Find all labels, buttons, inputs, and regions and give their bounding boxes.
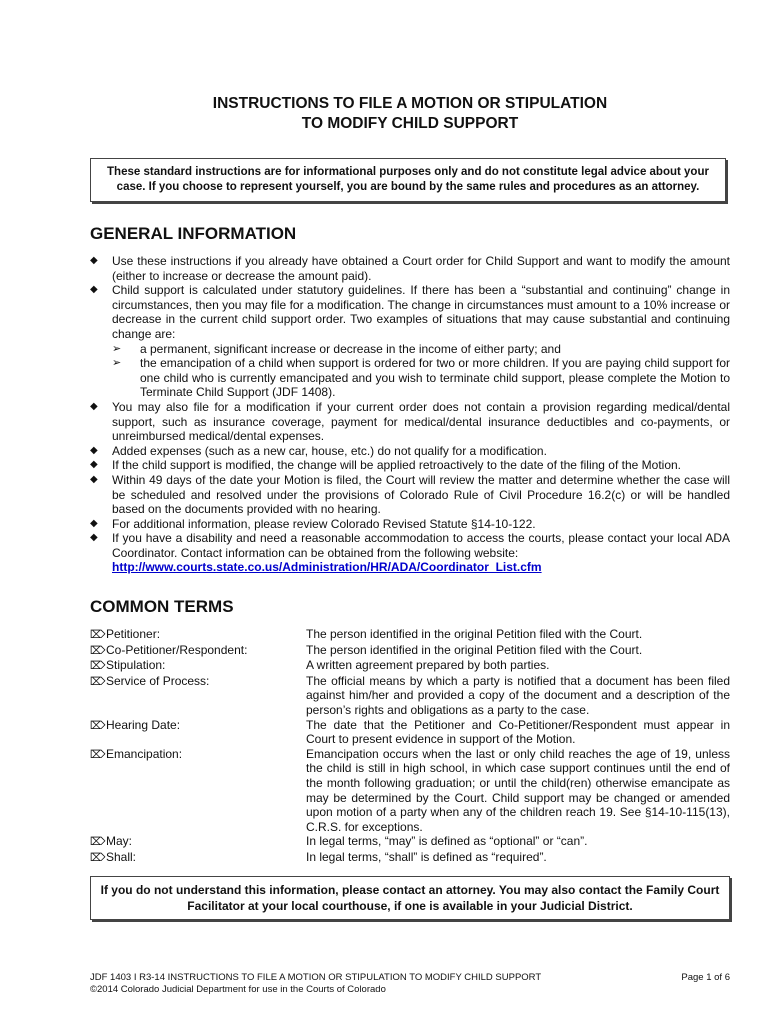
list-item: ◆ Child support is calculated under statutory guidelines. If there has been a “substantial and continuing” change in circumstances, then you may file for a modification. The change in circumstances must amount to a 10% increase or decrease in the current child support order. Two examples of situations that may cause substantial and continuing change are: ➢ a permanent, significant increase or decrease in the income of either party; and ➢ the emancipation of a child when support is ordered for two or more children. If you are paying child support for one child who is currently emancipated and you wish to terminate child support, please complete the Motion to Terminate Child Support (JDF 1408). <box>90 283 730 400</box>
diamond-bullet-icon: ◆ <box>90 459 98 471</box>
checkbox-arrow-icon: ⌦ <box>90 660 106 673</box>
term-definition: The official means by which a party is notified that a document has been filed against him/her and provided a copy of the document and a description of the person’s rights and obligations as a party to the case. <box>306 673 730 718</box>
term-name: ⌦Petitioner: <box>90 627 161 642</box>
checkbox-arrow-icon: ⌦ <box>90 836 106 849</box>
general-information-heading: GENERAL INFORMATION <box>90 224 297 243</box>
general-information-list <box>90 254 730 575</box>
list-item: ◆ For additional information, please review Colorado Revised Statute §14-10-122. <box>90 516 536 531</box>
attorney-contact-notice: If you do not understand this information, please contact an attorney. You may also contact the Family Court Facilitator at your local courthouse, if one is available in your Judicial District. <box>90 876 730 920</box>
common-terms-heading: COMMON TERMS <box>90 597 234 617</box>
checkbox-arrow-icon: ⌦ <box>90 851 106 864</box>
checkbox-arrow-icon: ⌦ <box>90 748 106 761</box>
title-line-2: TO MODIFY CHILD SUPPORT <box>301 115 519 132</box>
list-item: ◆ If you have a disability and need a reasonable accommodation to access the courts, please contact your local ADA Coordinator. Contact information can be obtained from the following website: http://www.courts.state.co.us/Administration/HR/ADA/Coordinator_List.cfm <box>90 531 730 575</box>
term-row <box>90 643 730 659</box>
list-item: ◆ Added expenses (such as a new car, house, etc.) do not qualify for a modification. <box>90 443 547 458</box>
diamond-bullet-icon: ◆ <box>90 517 98 529</box>
term-name: ⌦Emancipation: <box>90 746 183 761</box>
page-footer <box>90 972 730 996</box>
term-definition: Emancipation occurs when the last or only child reaches the age of 19, unless the child is still in high school, in which case support continues until the end of the month following graduation; or until the child(ren) otherwise emancipate as may be determined by the Court. Child support may be changed or amended upon motion of a party when any of the children reach 19. See §14-10-115(13), C.R.S. for exceptions. <box>306 746 730 834</box>
term-definition: The date that the Petitioner and Co-Petitioner/Respondent must appear in Court to present evidence in support of the Motion. <box>306 717 730 747</box>
page-title <box>90 94 730 134</box>
checkbox-arrow-icon: ⌦ <box>90 644 106 657</box>
diamond-bullet-icon: ◆ <box>90 473 98 485</box>
term-name: ⌦Co-Petitioner/Respondent: <box>90 642 248 657</box>
arrow-bullet-icon: ➢ <box>112 342 122 355</box>
term-row <box>90 718 730 747</box>
term-name: ⌦Hearing Date: <box>90 717 181 732</box>
sub-list <box>112 342 730 400</box>
sub-list-item: ➢ the emancipation of a child when support is ordered for two or more children. If you are paying child support for one child who is currently emancipated and you wish to terminate child support, please complete the Motion to Terminate Child Support (JDF 1408). <box>112 356 730 400</box>
list-item: ◆ You may also file for a modification if your current order does not contain a provision regarding medical/dental support, such as insurance coverage, payment for medical/dental insurance deductibles and co-payments, or unreimbursed medical/dental expenses. <box>90 399 730 444</box>
page-number: Page 1 of 6 <box>681 972 730 983</box>
list-item: ◆ Within 49 days of the date your Motion is filed, the Court will review the matter and determine whether the case will be scheduled and resolved under the provisions of Colorado Rule of Civil Procedure 16.2(c) or will be handled based on the documents provided with no hearing. <box>90 472 730 517</box>
diamond-bullet-icon: ◆ <box>90 444 98 456</box>
common-terms-table <box>90 627 730 866</box>
term-definition: In legal terms, “may” is defined as “optional” or “can”. <box>306 834 588 849</box>
list-item: ◆ Use these instructions if you already have obtained a Court order for Child Support and want to modify the amount (either to increase or decrease the amount paid). <box>90 254 730 283</box>
term-definition: The person identified in the original Petition filed with the Court. <box>306 627 643 642</box>
checkbox-arrow-icon: ⌦ <box>90 719 106 732</box>
title-line-1: INSTRUCTIONS TO FILE A MOTION OR STIPULATION <box>212 95 608 112</box>
diamond-bullet-icon: ◆ <box>90 400 98 412</box>
document-page <box>90 94 730 866</box>
term-name: ⌦Service of Process: <box>90 673 210 688</box>
term-row <box>90 747 730 835</box>
disclaimer-notice: These standard instructions are for informational purposes only and do not constitute legal advice about your case. If you choose to represent yourself, you are bound by the same rules and procedures as an attorney. <box>90 158 726 202</box>
diamond-bullet-icon: ◆ <box>90 284 98 296</box>
term-definition: In legal terms, “shall” is defined as “required”. <box>306 849 547 864</box>
checkbox-arrow-icon: ⌦ <box>90 629 106 642</box>
ada-coordinator-link[interactable]: http://www.courts.state.co.us/Administration/HR/ADA/Coordinator_List.cfm <box>112 560 542 575</box>
term-row <box>90 627 730 643</box>
copyright-notice: ©2014 Colorado Judicial Department for use in the Courts of Colorado <box>90 984 386 995</box>
term-name: ⌦Stipulation: <box>90 658 166 673</box>
term-definition: A written agreement prepared by both parties. <box>306 658 550 673</box>
list-item: ◆ If the child support is modified, the change will be applied retroactively to the date of the filing of the Motion. <box>90 458 681 473</box>
checkbox-arrow-icon: ⌦ <box>90 675 106 688</box>
term-row <box>90 674 730 718</box>
term-name: ⌦May: <box>90 834 133 849</box>
term-row <box>90 658 730 674</box>
term-row <box>90 850 730 866</box>
arrow-bullet-icon: ➢ <box>112 357 122 370</box>
term-row <box>90 834 730 850</box>
diamond-bullet-icon: ◆ <box>90 255 98 266</box>
form-identifier: JDF 1403 I R3-14 INSTRUCTIONS TO FILE A MOTION OR STIPULATION TO MODIFY CHILD SUPPORT <box>90 972 542 983</box>
sub-list-item: ➢ a permanent, significant increase or decrease in the income of either party; and <box>112 341 561 356</box>
term-name: ⌦Shall: <box>90 849 137 864</box>
diamond-bullet-icon: ◆ <box>90 532 98 544</box>
term-definition: The person identified in the original Petition filed with the Court. <box>306 642 643 657</box>
